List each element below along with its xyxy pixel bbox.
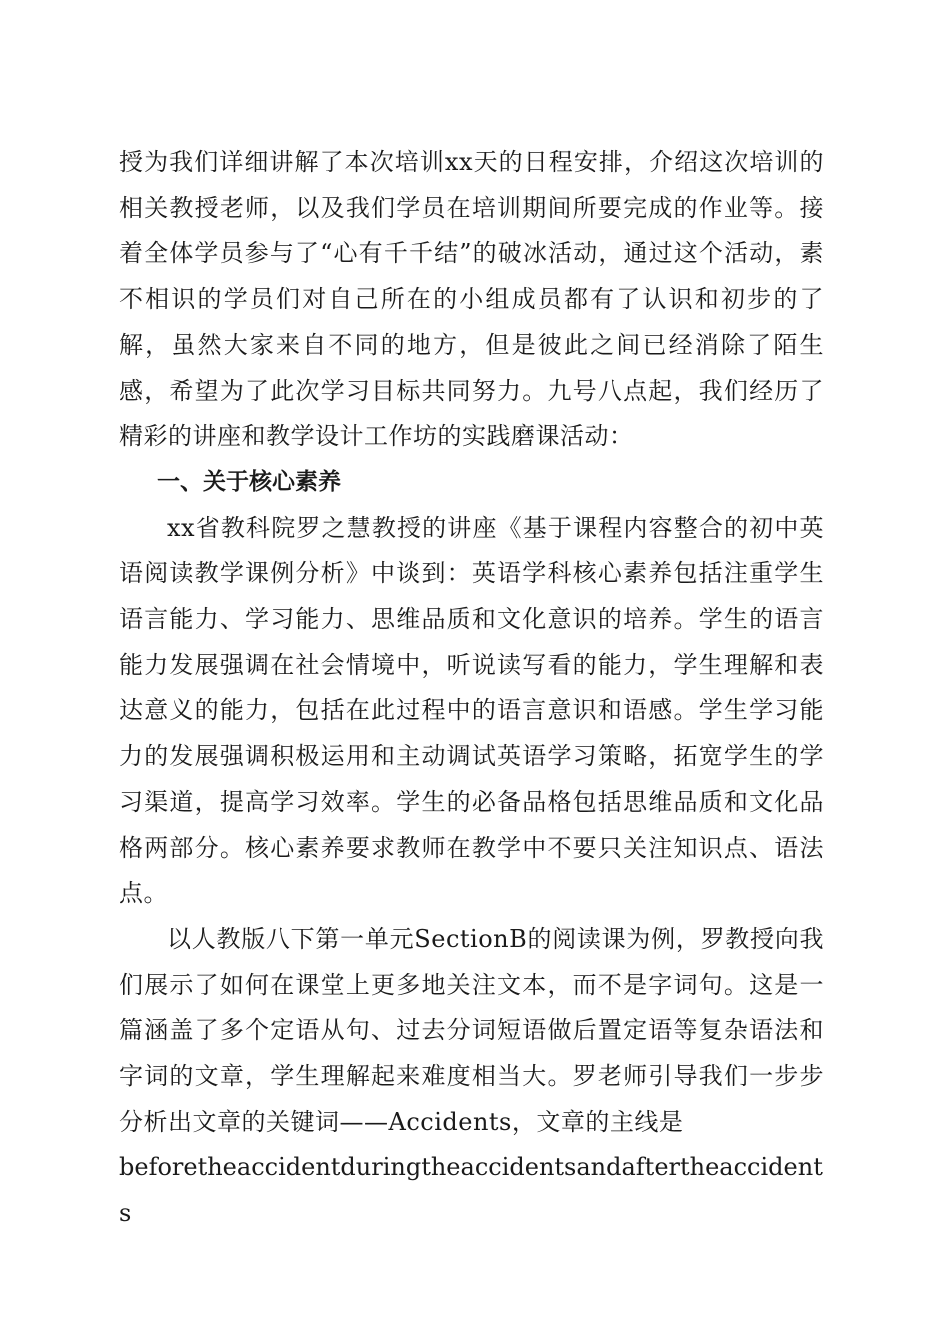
body-paragraph-continuation: beforetheaccidentduringtheaccidentsandaftertheaccidents <box>119 1153 823 1228</box>
document-body <box>119 140 824 1237</box>
body-paragraph: xx省教科院罗之慧教授的讲座《基于课程内容整合的初中英语阅读教学课例分析》中谈到：英语学科核心素养包括注重学生语言能力、学习能力、思维品质和文化意识的培养。学生的语言能力发展强调在社会情境中，听说读写看的能力，学生理解和表达意义的能力，包括在此过程中的语言意识和语感。学生学习能力的发展强调积极运用和主动调试英语学习策略，拓宽学生的学习渠道，提高学习效率。学生的必备品格包括思维品质和文化品格两部分。核心素养要求教师在教学中不要只关注知识点、语法点。 <box>119 513 824 908</box>
body-paragraph: 授为我们详细讲解了本次培训xx天的日程安排，介绍这次培训的相关教授老师，以及我们学员在培训期间所要完成的作业等。接着全体学员参与了“心有千千结”的破冰活动，通过这个活动，素不相识的学员们对自己所在的小组成员都有了认识和初步的了解，虽然大家来自不同的地方，但是彼此之间已经消除了陌生感，希望为了此次学习目标共同努力。九号八点起，我们经历了精彩的讲座和教学设计工作坊的实践磨课活动： <box>119 148 824 451</box>
section-heading: 一、关于核心素养 <box>157 468 341 495</box>
body-paragraph: 以人教版八下第一单元SectionB的阅读课为例，罗教授向我们展示了如何在课堂上更多地关注文本，而不是字词句。这是一篇涵盖了多个定语从句、过去分词短语做后置定语等复杂语法和字词的文章，学生理解起来难度相当大。罗老师引导我们一步步分析出文章的关键词——Accidents，文章的主线是 <box>119 924 824 1136</box>
